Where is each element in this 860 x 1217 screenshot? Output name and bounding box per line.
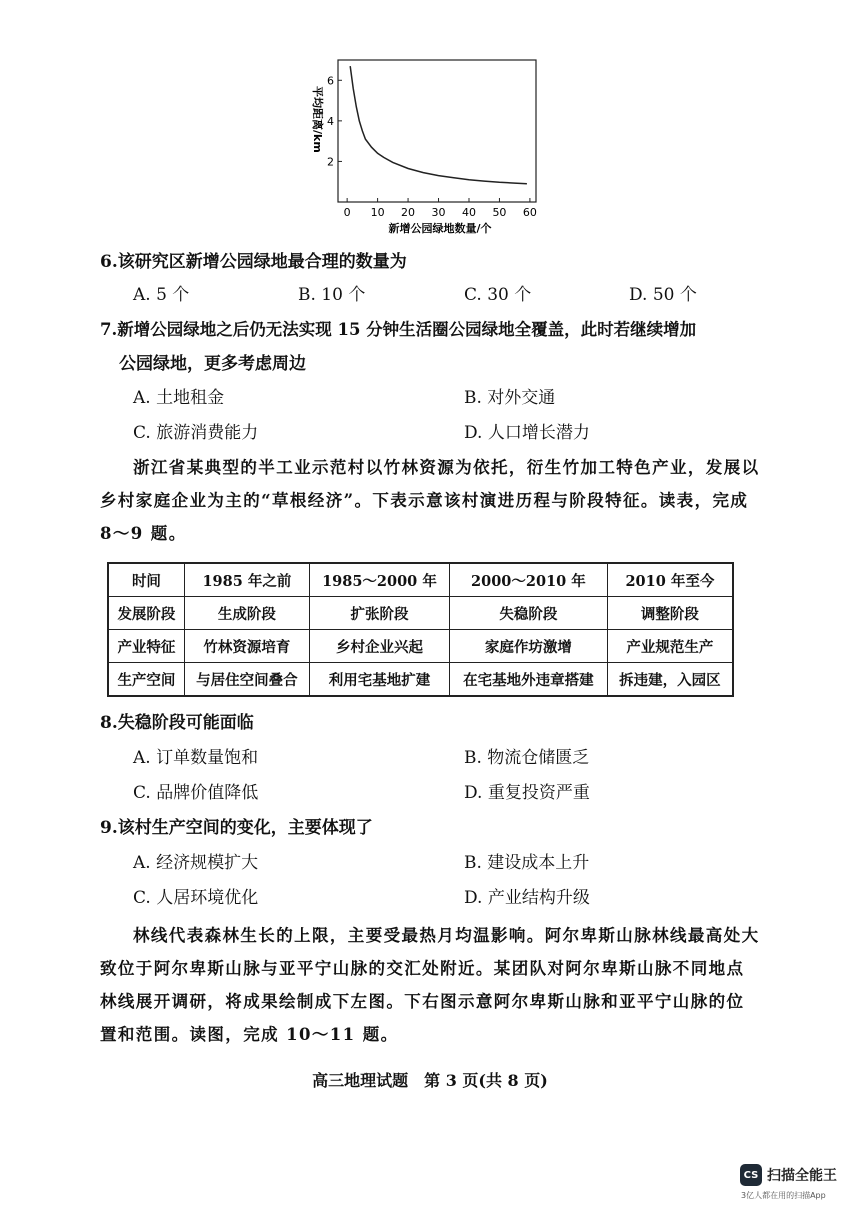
y-tick-label: 4 <box>327 114 334 128</box>
q8-option-c[interactable]: C. 品牌价值降低 <box>133 783 259 803</box>
page-footer: 高三地理试题 第 3 页(共 8 页) <box>312 1071 548 1090</box>
table-cell: 乡村企业兴起 <box>309 630 449 663</box>
q8-option-b[interactable]: B. 物流仓储匮乏 <box>464 748 590 768</box>
table-cell: 竹林资源培育 <box>184 630 309 663</box>
q7-option-a[interactable]: A. 土地租金 <box>133 388 225 408</box>
q9-option-a[interactable]: A. 经济规模扩大 <box>133 853 259 873</box>
table-cell: 在宅基地外违章搭建 <box>449 663 607 697</box>
table-row <box>108 563 733 597</box>
q6-option-a[interactable]: A. 5 个 <box>133 285 190 305</box>
y-tick-label: 6 <box>327 74 334 88</box>
y-ticks <box>327 74 342 168</box>
passage-10-11: 林线代表森林生长的上限，主要受最热月均温影响。阿尔卑斯山脉林线最高处大致位于阿尔卑斯山脉与亚平宁山脉的交汇处附近。某团队对阿尔卑斯山脉不同地点林线展开调研，将成果绘制成下左图。下右图示意阿尔卑斯山脉和亚平宁山脉的位置和范围。读图，完成 10～11 题。 <box>100 926 760 1044</box>
scanner-tagline: 3亿人都在用的扫描App <box>741 1191 826 1200</box>
distance-chart <box>300 48 550 238</box>
table-cell: 2010 年至今 <box>607 563 733 597</box>
q8-option-d[interactable]: D. 重复投资严重 <box>464 783 590 803</box>
table-row-header: 发展阶段 <box>108 597 184 630</box>
q9-option-b[interactable]: B. 建设成本上升 <box>464 853 590 873</box>
scanner-app-name: 扫描全能王 <box>767 1168 837 1184</box>
table-cell: 生成阶段 <box>184 597 309 630</box>
table-cell: 1985～2000 年 <box>309 563 449 597</box>
q8-option-a[interactable]: A. 订单数量饱和 <box>133 748 259 768</box>
q6-option-d[interactable]: D. 50 个 <box>629 285 697 305</box>
table-cell: 拆违建，入园区 <box>607 663 733 697</box>
scanner-logo-icon: CS <box>740 1164 762 1186</box>
table-row <box>108 630 733 663</box>
x-tick-label: 40 <box>461 206 476 219</box>
x-ticks <box>344 198 537 219</box>
table-row <box>108 663 733 697</box>
q7-option-c[interactable]: C. 旅游消费能力 <box>133 423 259 443</box>
table-row-header: 生产空间 <box>108 663 184 697</box>
x-tick-label: 0 <box>343 206 351 219</box>
x-tick-label: 50 <box>492 206 507 219</box>
series-line <box>350 66 527 184</box>
q9-option-d[interactable]: D. 产业结构升级 <box>464 888 590 908</box>
x-tick-label: 20 <box>401 206 416 219</box>
question-9-stem: 9.该村生产空间的变化，主要体现了 <box>100 818 373 838</box>
q6-option-b[interactable]: B. 10 个 <box>298 285 366 305</box>
x-tick-label: 60 <box>522 206 537 219</box>
passage-8-9: 浙江省某典型的半工业示范村以竹林资源为依托，衍生竹加工特色产业，发展以乡村家庭企业为主的“草根经济”。下表示意该村演进历程与阶段特征。读表，完成 8～9 题。 <box>100 458 760 543</box>
x-tick-label: 10 <box>370 206 385 219</box>
x-tick-label: 30 <box>431 206 446 219</box>
table-cell: 与居住空间叠合 <box>184 663 309 697</box>
table-cell: 失稳阶段 <box>449 597 607 630</box>
question-7-stem-line1: 7.新增公园绿地之后仍无法实现 15 分钟生活圈公园绿地全覆盖，此时若继续增加 <box>100 320 697 339</box>
table-cell: 利用宅基地扩建 <box>309 663 449 697</box>
table-row-header: 时间 <box>108 563 184 597</box>
table-cell: 产业规范生产 <box>607 630 733 663</box>
q7-option-d[interactable]: D. 人口增长潜力 <box>464 423 590 443</box>
question-7-stem-line2: 公园绿地，更多考虑周边 <box>119 354 306 374</box>
village-stages-table <box>107 562 734 697</box>
table-cell: 调整阶段 <box>607 597 733 630</box>
table-cell: 1985 年之前 <box>184 563 309 597</box>
table-row-header: 产业特征 <box>108 630 184 663</box>
plot-frame <box>338 60 536 202</box>
table-cell: 扩张阶段 <box>309 597 449 630</box>
y-axis-label: 平均距离/km <box>311 86 324 153</box>
q9-option-c[interactable]: C. 人居环境优化 <box>133 888 259 908</box>
table-cell: 2000～2010 年 <box>449 563 607 597</box>
x-axis-label: 新增公园绿地数量/个 <box>388 222 492 235</box>
question-8-stem: 8.失稳阶段可能面临 <box>100 713 254 733</box>
scanner-watermark <box>740 1162 850 1212</box>
table-cell: 家庭作坊激增 <box>449 630 607 663</box>
y-tick-label: 2 <box>327 155 334 169</box>
q7-option-b[interactable]: B. 对外交通 <box>464 388 556 408</box>
table-row <box>108 597 733 630</box>
q6-option-c[interactable]: C. 30 个 <box>464 285 532 305</box>
question-6-stem: 6.该研究区新增公园绿地最合理的数量为 <box>100 252 407 272</box>
